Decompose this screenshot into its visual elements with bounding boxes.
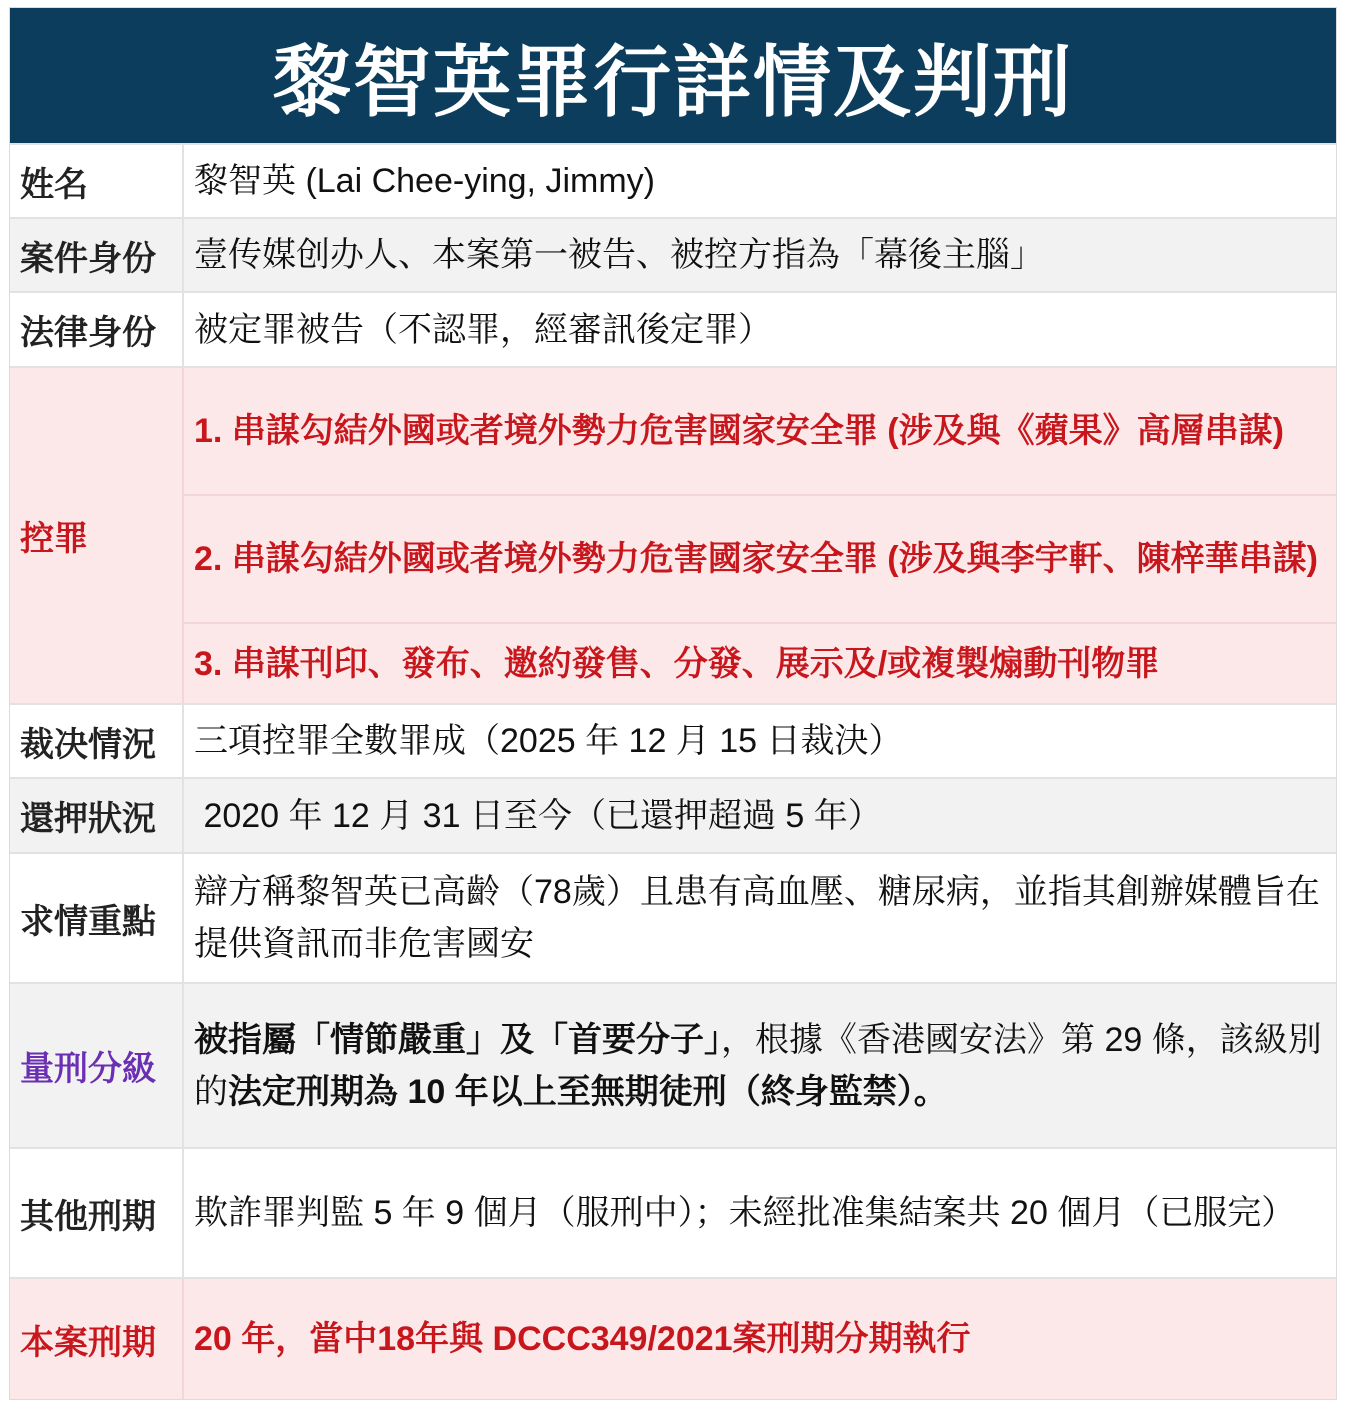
row-legal-status <box>10 291 1336 366</box>
row-mitigation <box>10 852 1336 982</box>
row-value: 壹传媒创办人、本案第一被告、被控方指為「幕後主腦」 <box>194 236 1044 274</box>
row-value: 三項控罪全數罪成（2025 年 12 月 15 日裁決） <box>194 722 903 760</box>
row-label: 還押狀況 <box>10 779 184 852</box>
row-value: 20 年，當中18年與 DCCC349/2021案刑期分期執行 <box>194 1320 971 1358</box>
row-name <box>10 143 1336 217</box>
row-value: 欺詐罪判監 5 年 9 個月（服刑中）；未經批准集結案共 20 個月（已服完） <box>194 1194 1296 1232</box>
row-label: 求情重點 <box>10 854 184 982</box>
row-charges <box>10 366 1336 703</box>
row-case-role <box>10 217 1336 291</box>
grading-segment: ，根據《香港國安法》第 29 條，該級別的 <box>194 1020 1322 1111</box>
row-label: 其他刑期 <box>10 1149 184 1277</box>
row-value: 2020 年 12 月 31 日至今（已還押超過 5 年） <box>194 796 882 835</box>
charge-item: 3. 串謀刊印、發布、邀約發售、分發、展示及/或複製煽動刊物罪 <box>184 622 1336 703</box>
row-value: 黎智英 (Lai Chee-ying, Jimmy) <box>194 162 655 200</box>
row-label: 本案刑期 <box>10 1279 184 1399</box>
row-verdict <box>10 703 1336 777</box>
row-remand <box>10 777 1336 852</box>
row-label: 姓名 <box>10 145 184 217</box>
row-value: 被定罪被告（不認罪，經審訊後定罪） <box>194 310 772 349</box>
grading-segment: 法定刑期為 10 年以上至無期徒刑（終身監禁）。 <box>228 1072 948 1111</box>
grading-segment: 被指屬「情節嚴重」及「首要分子」 <box>194 1020 721 1059</box>
row-label: 案件身份 <box>10 219 184 291</box>
row-value: 辯方稱黎智英已高齡（78歲）且患有高血壓、糖尿病，並指其創辦媒體旨在提供資訊而非危害國安 <box>194 873 1320 963</box>
charge-item: 2. 串謀勾結外國或者境外勢力危害國家安全罪 (涉及與李宇軒、陳梓華串謀) <box>184 494 1336 622</box>
row-label: 裁决情況 <box>10 705 184 777</box>
row-value <box>184 984 1336 1147</box>
row-sentence <box>10 1277 1336 1399</box>
row-grading <box>10 982 1336 1147</box>
sentencing-table <box>9 7 1337 1400</box>
row-label: 量刑分級 <box>10 984 184 1147</box>
page-title: 黎智英罪行詳情及判刑 <box>10 8 1336 143</box>
row-label: 控罪 <box>10 368 184 703</box>
charge-item: 1. 串謀勾結外國或者境外勢力危害國家安全罪 (涉及與《蘋果》高層串謀) <box>194 412 1284 450</box>
row-other-sentences <box>10 1147 1336 1277</box>
row-label: 法律身份 <box>10 293 184 366</box>
